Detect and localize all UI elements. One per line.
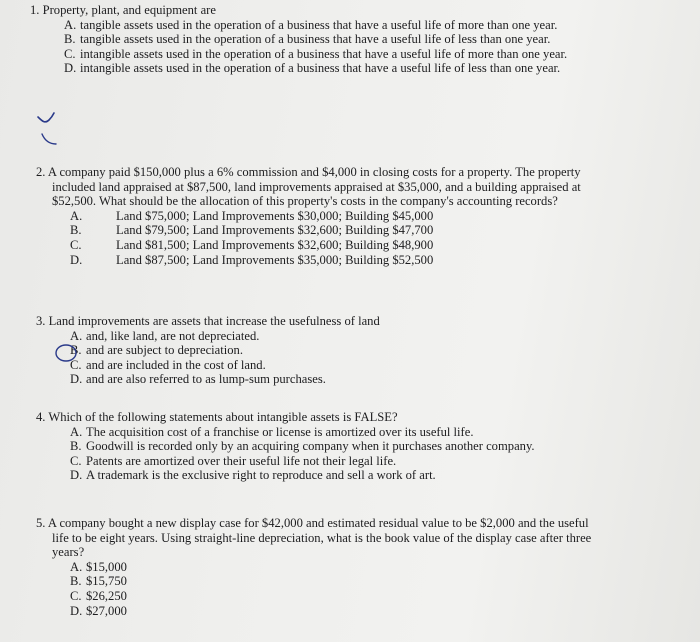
answer-option: C. and are included in the cost of land.: [70, 357, 266, 372]
pen-check-mark-q1-d: [36, 108, 58, 152]
question-stem: 4. Which of the following statements about intangible assets is FALSE?: [36, 410, 398, 424]
answer-option: B. and are subject to depreciation.: [70, 343, 244, 358]
question-stem: 1. Property, plant, and equipment are: [30, 3, 216, 17]
answer-option: B. $15,750: [70, 574, 127, 589]
answer-option: C. Patents are amortized over their useful life not their legal life.: [70, 453, 397, 468]
answer-option: A. Land $75,000; Land Improvements $30,000; Building $45,000: [70, 208, 434, 223]
question-3: [36, 314, 606, 387]
question-2: [36, 165, 606, 267]
question-stem: 2. A company paid $150,000 plus a 6% commission and $4,000 in closing costs for a property. The property included land appraised at $87,500, land improvements appraised at $35,000, and a building appraised at $52,500. What should be the allocation of this property's costs in the company's accounting records?: [36, 165, 581, 209]
answer-option: D. A trademark is the exclusive right to reproduce and sell a work of art.: [70, 468, 436, 483]
answer-option: C. intangible assets used in the operation of a business that have a useful life of more than one year.: [64, 46, 568, 61]
question-5: [36, 516, 606, 618]
answer-option: A. The acquisition cost of a franchise or license is amortized over its useful life.: [70, 424, 474, 439]
question-stem: 3. Land improvements are assets that increase the usefulness of land: [36, 314, 380, 328]
answer-option: C. $26,250: [70, 588, 127, 603]
answer-option: D. $27,000: [70, 603, 127, 618]
answer-option: A. and, like land, are not depreciated.: [70, 328, 260, 343]
answer-option: D. and are also referred to as lump-sum purchases.: [70, 372, 326, 387]
answer-option: D. intangible assets used in the operation of a business that have a useful life of less than one year.: [64, 61, 561, 76]
question-stem: 5. A company bought a new display case for $42,000 and estimated residual value to be $2,000 and the useful life to be eight years. Using straight-line depreciation, what is the book value of the display case after three years?: [36, 516, 592, 560]
answer-option: D. Land $87,500; Land Improvements $35,000; Building $52,500: [70, 252, 434, 267]
answer-option: A. $15,000: [70, 559, 127, 574]
answer-option: A. tangible assets used in the operation of a business that have a useful life of more than one year.: [64, 17, 558, 32]
answer-option: C. Land $81,500; Land Improvements $32,600; Building $48,900: [70, 237, 434, 252]
answer-option: B. Land $79,500; Land Improvements $32,600; Building $47,700: [70, 223, 434, 238]
answer-option: B. tangible assets used in the operation of a business that have a useful life of less than one year.: [64, 32, 551, 47]
question-1: [30, 3, 620, 76]
question-4: [36, 410, 606, 483]
answer-option: B. Goodwill is recorded only by an acquiring company when it purchases another company.: [70, 439, 535, 454]
